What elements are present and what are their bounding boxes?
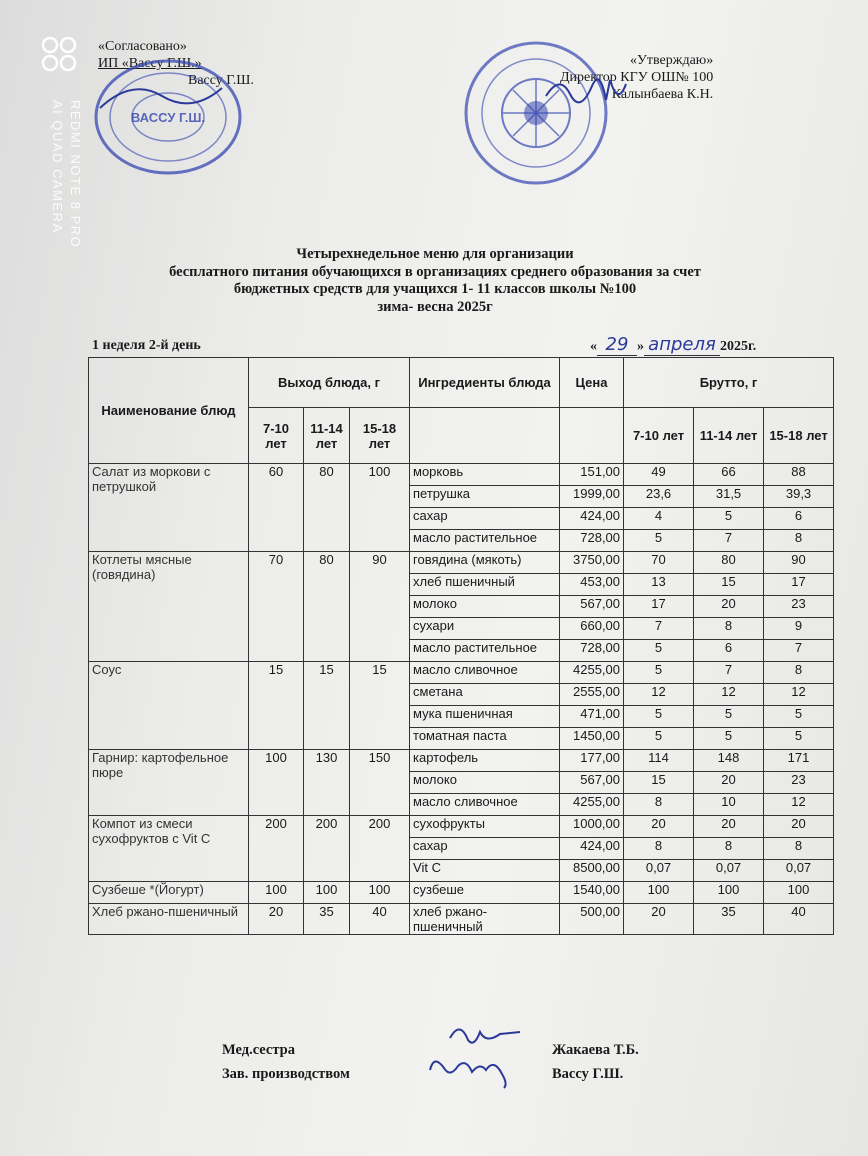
brutto-15-18: 9 [764, 618, 834, 640]
table-row [89, 882, 834, 904]
brutto-15-18: 5 [764, 728, 834, 750]
yield-15-18: 40 [350, 904, 410, 935]
ingredient-name: хлеб ржано-пшеничный [410, 904, 560, 935]
approval-agreed-heading: «Согласовано» [98, 39, 187, 54]
brutto-7-10: 5 [624, 530, 694, 552]
date-close-quote: » [637, 339, 644, 354]
date-month: апреля [644, 334, 720, 356]
menu-date [590, 334, 756, 356]
header-yield-age-11-14: 11-14 лет [304, 408, 350, 464]
round-stamp-left [92, 58, 244, 176]
brutto-15-18: 7 [764, 640, 834, 662]
table-row [89, 552, 834, 574]
approval-agreed-org: ИП «Вассу Г.Ш.» [98, 56, 202, 71]
ingredient-price: 424,00 [560, 838, 624, 860]
yield-7-10: 20 [249, 904, 304, 935]
brutto-15-18: 8 [764, 530, 834, 552]
brutto-11-14: 8 [694, 838, 764, 860]
brutto-15-18: 17 [764, 574, 834, 596]
ingredient-name: масло сливочное [410, 662, 560, 684]
menu-table [88, 357, 834, 935]
brutto-15-18: 23 [764, 772, 834, 794]
ingredient-name: морковь [410, 464, 560, 486]
brutto-7-10: 23,6 [624, 486, 694, 508]
brutto-15-18: 20 [764, 816, 834, 838]
brutto-11-14: 20 [694, 596, 764, 618]
ingredient-name: молоко [410, 596, 560, 618]
ingredient-price: 728,00 [560, 640, 624, 662]
ingredient-name: картофель [410, 750, 560, 772]
table-row [89, 904, 834, 935]
table-row [89, 662, 834, 684]
ingredient-name: Vit C [410, 860, 560, 882]
camera-logo-icon [40, 36, 80, 72]
camera-watermark [36, 36, 92, 276]
brutto-15-18: 0,07 [764, 860, 834, 882]
ingredient-name: петрушка [410, 486, 560, 508]
signature-role-nurse: Мед.сестра [222, 1042, 295, 1058]
dish-name: Соус [89, 662, 249, 750]
approval-approved-name: Калынбаева К.Н. [611, 87, 714, 102]
ingredient-price: 4255,00 [560, 662, 624, 684]
ingredient-name: хлеб пшеничный [410, 574, 560, 596]
header-empty-price [560, 408, 624, 464]
header-brutto-age-7-10: 7-10 лет [624, 408, 694, 464]
ingredient-price: 453,00 [560, 574, 624, 596]
ingredient-price: 471,00 [560, 706, 624, 728]
brutto-7-10: 0,07 [624, 860, 694, 882]
ingredient-price: 151,00 [560, 464, 624, 486]
brutto-15-18: 8 [764, 662, 834, 684]
header-yield-age-7-10: 7-10 лет [249, 408, 304, 464]
brutto-11-14: 100 [694, 882, 764, 904]
brutto-15-18: 8 [764, 838, 834, 860]
brutto-11-14: 7 [694, 662, 764, 684]
brutto-15-18: 39,3 [764, 486, 834, 508]
yield-11-14: 35 [304, 904, 350, 935]
table-row [89, 750, 834, 772]
ingredient-price: 660,00 [560, 618, 624, 640]
menu-title [90, 246, 780, 316]
dish-name: Салат из моркови с петрушкой [89, 464, 249, 552]
brutto-11-14: 31,5 [694, 486, 764, 508]
ingredient-price: 1000,00 [560, 816, 624, 838]
brutto-11-14: 6 [694, 640, 764, 662]
title-line1: Четырехнедельное меню для организации [296, 246, 574, 262]
brutto-15-18: 12 [764, 794, 834, 816]
table-row [89, 464, 834, 486]
brutto-11-14: 0,07 [694, 860, 764, 882]
yield-11-14: 80 [304, 552, 350, 662]
ingredient-price: 1540,00 [560, 882, 624, 904]
ingredient-name: сахар [410, 508, 560, 530]
brutto-7-10: 4 [624, 508, 694, 530]
brutto-7-10: 8 [624, 838, 694, 860]
brutto-11-14: 10 [694, 794, 764, 816]
brutto-15-18: 6 [764, 508, 834, 530]
brutto-7-10: 17 [624, 596, 694, 618]
brutto-11-14: 15 [694, 574, 764, 596]
approval-approved-position: Директор КГУ ОШ№ 100 [560, 70, 714, 85]
ingredient-name: сузбеше [410, 882, 560, 904]
director-signature [540, 66, 630, 116]
ingredient-price: 4255,00 [560, 794, 624, 816]
menu-table-body [89, 464, 834, 935]
brutto-15-18: 12 [764, 684, 834, 706]
dish-name: Гарнир: картофельное пюре [89, 750, 249, 816]
brutto-7-10: 49 [624, 464, 694, 486]
ingredient-price: 1999,00 [560, 486, 624, 508]
yield-15-18: 200 [350, 816, 410, 882]
header-dish: Наименование блюд [89, 358, 249, 464]
header-brutto-age-11-14: 11-14 лет [694, 408, 764, 464]
yield-15-18: 150 [350, 750, 410, 816]
date-open-quote: « [590, 339, 597, 354]
brutto-7-10: 5 [624, 662, 694, 684]
ingredient-price: 567,00 [560, 772, 624, 794]
brutto-11-14: 80 [694, 552, 764, 574]
brutto-7-10: 12 [624, 684, 694, 706]
brutto-11-14: 5 [694, 508, 764, 530]
header-brutto: Брутто, г [624, 358, 834, 408]
title-line2: бесплатного питания обучающихся в организациях среднего образования за счет [169, 263, 701, 280]
brutto-7-10: 20 [624, 904, 694, 935]
week-day-label: 1 неделя 2-й день [92, 338, 201, 353]
brutto-11-14: 20 [694, 772, 764, 794]
brutto-11-14: 148 [694, 750, 764, 772]
table-row [89, 816, 834, 838]
title-line3: бюджетных средств для учащихся 1- 11 классов школы №100 [233, 281, 637, 297]
yield-15-18: 90 [350, 552, 410, 662]
yield-11-14: 100 [304, 882, 350, 904]
brutto-15-18: 90 [764, 552, 834, 574]
brutto-7-10: 7 [624, 618, 694, 640]
ingredient-name: молоко [410, 772, 560, 794]
handwritten-signatures [420, 1018, 530, 1090]
brutto-15-18: 5 [764, 706, 834, 728]
dish-name: Компот из смеси сухофруктов с Vit C [89, 816, 249, 882]
ingredient-name: масло растительное [410, 530, 560, 552]
yield-7-10: 15 [249, 662, 304, 750]
header-yield-age-15-18: 15-18 лет [350, 408, 410, 464]
header-ingredients: Ингредиенты блюда [410, 358, 560, 408]
ingredient-name: сухофрукты [410, 816, 560, 838]
brutto-11-14: 7 [694, 530, 764, 552]
ingredient-price: 2555,00 [560, 684, 624, 706]
dish-name: Котлеты мясные (говядина) [89, 552, 249, 662]
brutto-15-18: 88 [764, 464, 834, 486]
yield-7-10: 100 [249, 882, 304, 904]
signature-role-production: Зав. производством [222, 1066, 350, 1082]
approval-approved-heading: «Утверждаю» [630, 53, 714, 68]
yield-15-18: 15 [350, 662, 410, 750]
brutto-7-10: 13 [624, 574, 694, 596]
signature-name-nurse: Жакаева Т.Б. [552, 1042, 639, 1058]
ingredient-name: мука пшеничная [410, 706, 560, 728]
ingredient-price: 567,00 [560, 596, 624, 618]
ingredient-price: 3750,00 [560, 552, 624, 574]
yield-11-14: 130 [304, 750, 350, 816]
yield-11-14: 200 [304, 816, 350, 882]
approval-agreed-name: Вассу Г.Ш. [188, 73, 254, 88]
yield-15-18: 100 [350, 882, 410, 904]
watermark-line2: AI QUAD CAMERA [50, 100, 65, 234]
signature-roles [222, 1038, 350, 1086]
ingredient-price: 728,00 [560, 530, 624, 552]
brutto-15-18: 40 [764, 904, 834, 935]
yield-11-14: 15 [304, 662, 350, 750]
ingredient-price: 177,00 [560, 750, 624, 772]
header-price: Цена [560, 358, 624, 408]
ingredient-price: 500,00 [560, 904, 624, 935]
ingredient-name: сметана [410, 684, 560, 706]
header-empty-ingredients [410, 408, 560, 464]
brutto-7-10: 5 [624, 706, 694, 728]
title-line4: зима- весна 2025г [377, 298, 493, 315]
brutto-15-18: 23 [764, 596, 834, 618]
brutto-15-18: 171 [764, 750, 834, 772]
watermark-text [48, 100, 84, 248]
yield-7-10: 200 [249, 816, 304, 882]
brutto-11-14: 20 [694, 816, 764, 838]
brutto-7-10: 5 [624, 640, 694, 662]
signature-names [552, 1038, 639, 1086]
brutto-7-10: 15 [624, 772, 694, 794]
brutto-7-10: 5 [624, 728, 694, 750]
yield-7-10: 70 [249, 552, 304, 662]
watermark-line1: REDMI NOTE 8 PRO [68, 100, 83, 249]
brutto-11-14: 12 [694, 684, 764, 706]
yield-7-10: 100 [249, 750, 304, 816]
signature-name-production: Вассу Г.Ш. [552, 1066, 624, 1082]
brutto-7-10: 100 [624, 882, 694, 904]
yield-7-10: 60 [249, 464, 304, 552]
stamp-left-text: ВАССУ Г.Ш. [130, 110, 206, 125]
header-brutto-age-15-18: 15-18 лет [764, 408, 834, 464]
brutto-11-14: 35 [694, 904, 764, 935]
brutto-7-10: 20 [624, 816, 694, 838]
brutto-7-10: 70 [624, 552, 694, 574]
brutto-11-14: 5 [694, 706, 764, 728]
ingredient-name: масло растительное [410, 640, 560, 662]
brutto-11-14: 5 [694, 728, 764, 750]
dish-name: Хлеб ржано-пшеничный [89, 904, 249, 935]
dish-name: Сузбеше *(Йогурт) [89, 882, 249, 904]
brutto-15-18: 100 [764, 882, 834, 904]
yield-11-14: 80 [304, 464, 350, 552]
brutto-7-10: 114 [624, 750, 694, 772]
ingredient-price: 424,00 [560, 508, 624, 530]
ingredient-price: 8500,00 [560, 860, 624, 882]
date-day: 29 [597, 334, 637, 356]
ingredient-name: масло сливочное [410, 794, 560, 816]
ingredient-price: 1450,00 [560, 728, 624, 750]
ingredient-name: томатная паста [410, 728, 560, 750]
date-year: 2025г. [720, 339, 757, 354]
brutto-7-10: 8 [624, 794, 694, 816]
ingredient-name: сухари [410, 618, 560, 640]
brutto-11-14: 66 [694, 464, 764, 486]
ingredient-name: сахар [410, 838, 560, 860]
yield-15-18: 100 [350, 464, 410, 552]
header-yield: Выход блюда, г [249, 358, 410, 408]
ingredient-name: говядина (мякоть) [410, 552, 560, 574]
brutto-11-14: 8 [694, 618, 764, 640]
